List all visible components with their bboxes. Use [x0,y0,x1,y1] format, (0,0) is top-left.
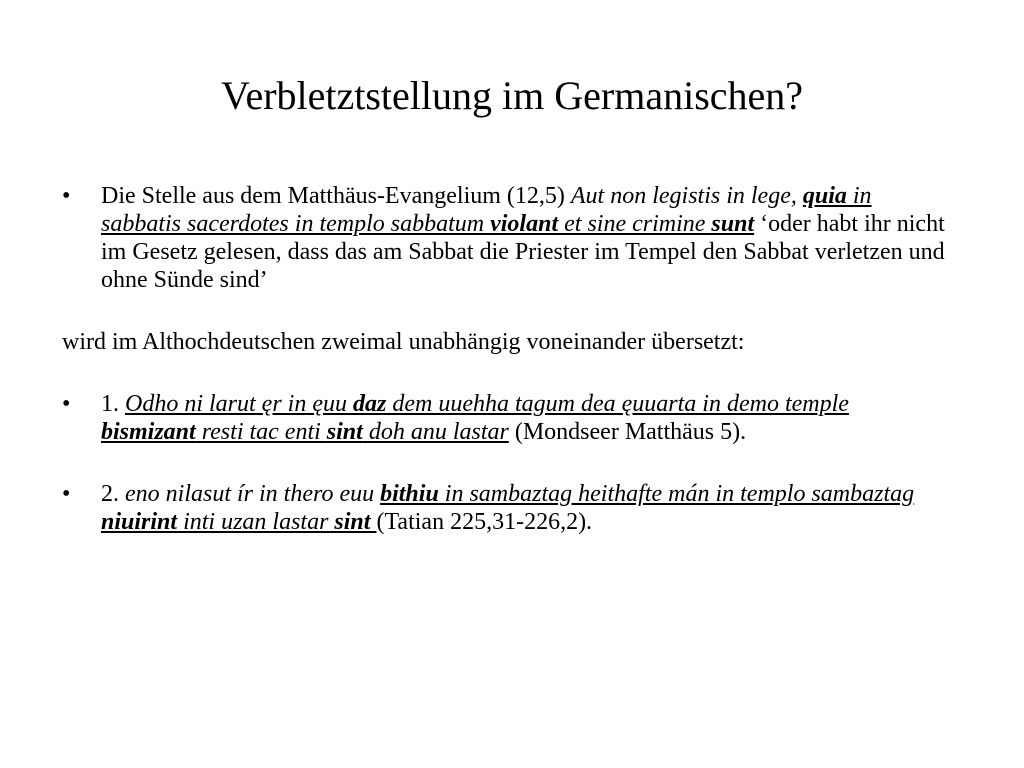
bullet-icon: • [62,481,71,507]
text-segment: Die Stelle aus dem Matthäus-Evangelium (12,5) [101,183,571,209]
bullet-item-tatian [62,480,962,536]
latin-text: et sine crimine [558,211,712,237]
slide-body [62,182,962,536]
ohg-word-sint: sint [326,419,363,445]
latin-text: sabbatis sacerdotes in templo sabbatum [101,211,491,237]
ohg-word-daz: daz [353,391,387,417]
bullet-icon: • [62,391,71,417]
ohg-word-niuirint: niuirint [101,509,178,535]
ohg-text: in sambaztag heithafte mán in templo sambaztag [438,481,915,507]
bullet-icon: • [62,183,71,209]
ohg-word-bismizant: bismizant [101,419,196,445]
german-translation: ‘oder habt ihr nicht im Gesetz gelesen, dass das am Sabbat die Priester im Tempel den Sabbat verletzen und ohne Sünde sind’ [101,211,945,293]
ohg-text: eno nilasut ír in thero euu [125,481,381,507]
slide-title: Verbletztstellung im Germanischen? [220,73,804,118]
ohg-text: inti uzan lastar [177,509,335,535]
bullet-item-matthaeus [62,182,962,294]
item-number: 1. [101,391,125,417]
ohg-text: doh anu lastar [362,419,509,445]
latin-text: in [846,183,872,209]
item-number: 2. [101,481,125,507]
ohg-word-bithiu: bithiu [380,481,439,507]
latin-verb-sunt: sunt [711,211,755,237]
ohg-text: Odho ni larut ęr in ęuu [125,391,353,417]
latin-text: Aut non legistis in lege, [570,183,803,209]
source-citation: (Tatian 225,31-226,2). [376,509,593,535]
source-citation: (Mondseer Matthäus 5). [508,419,747,445]
paragraph-intro: wird im Althochdeutschen zweimal unabhängig voneinander übersetzt: [62,329,745,355]
bullet-item-mondseer [62,390,962,446]
latin-verb-violant: violant [490,211,559,237]
ohg-word-sint: sint [334,509,371,535]
latin-verb-quia: quia [802,183,847,209]
ohg-text: resti tac enti [195,419,327,445]
ohg-text: dem uuehha tagum dea ęuuarta in demo temple [386,391,849,417]
